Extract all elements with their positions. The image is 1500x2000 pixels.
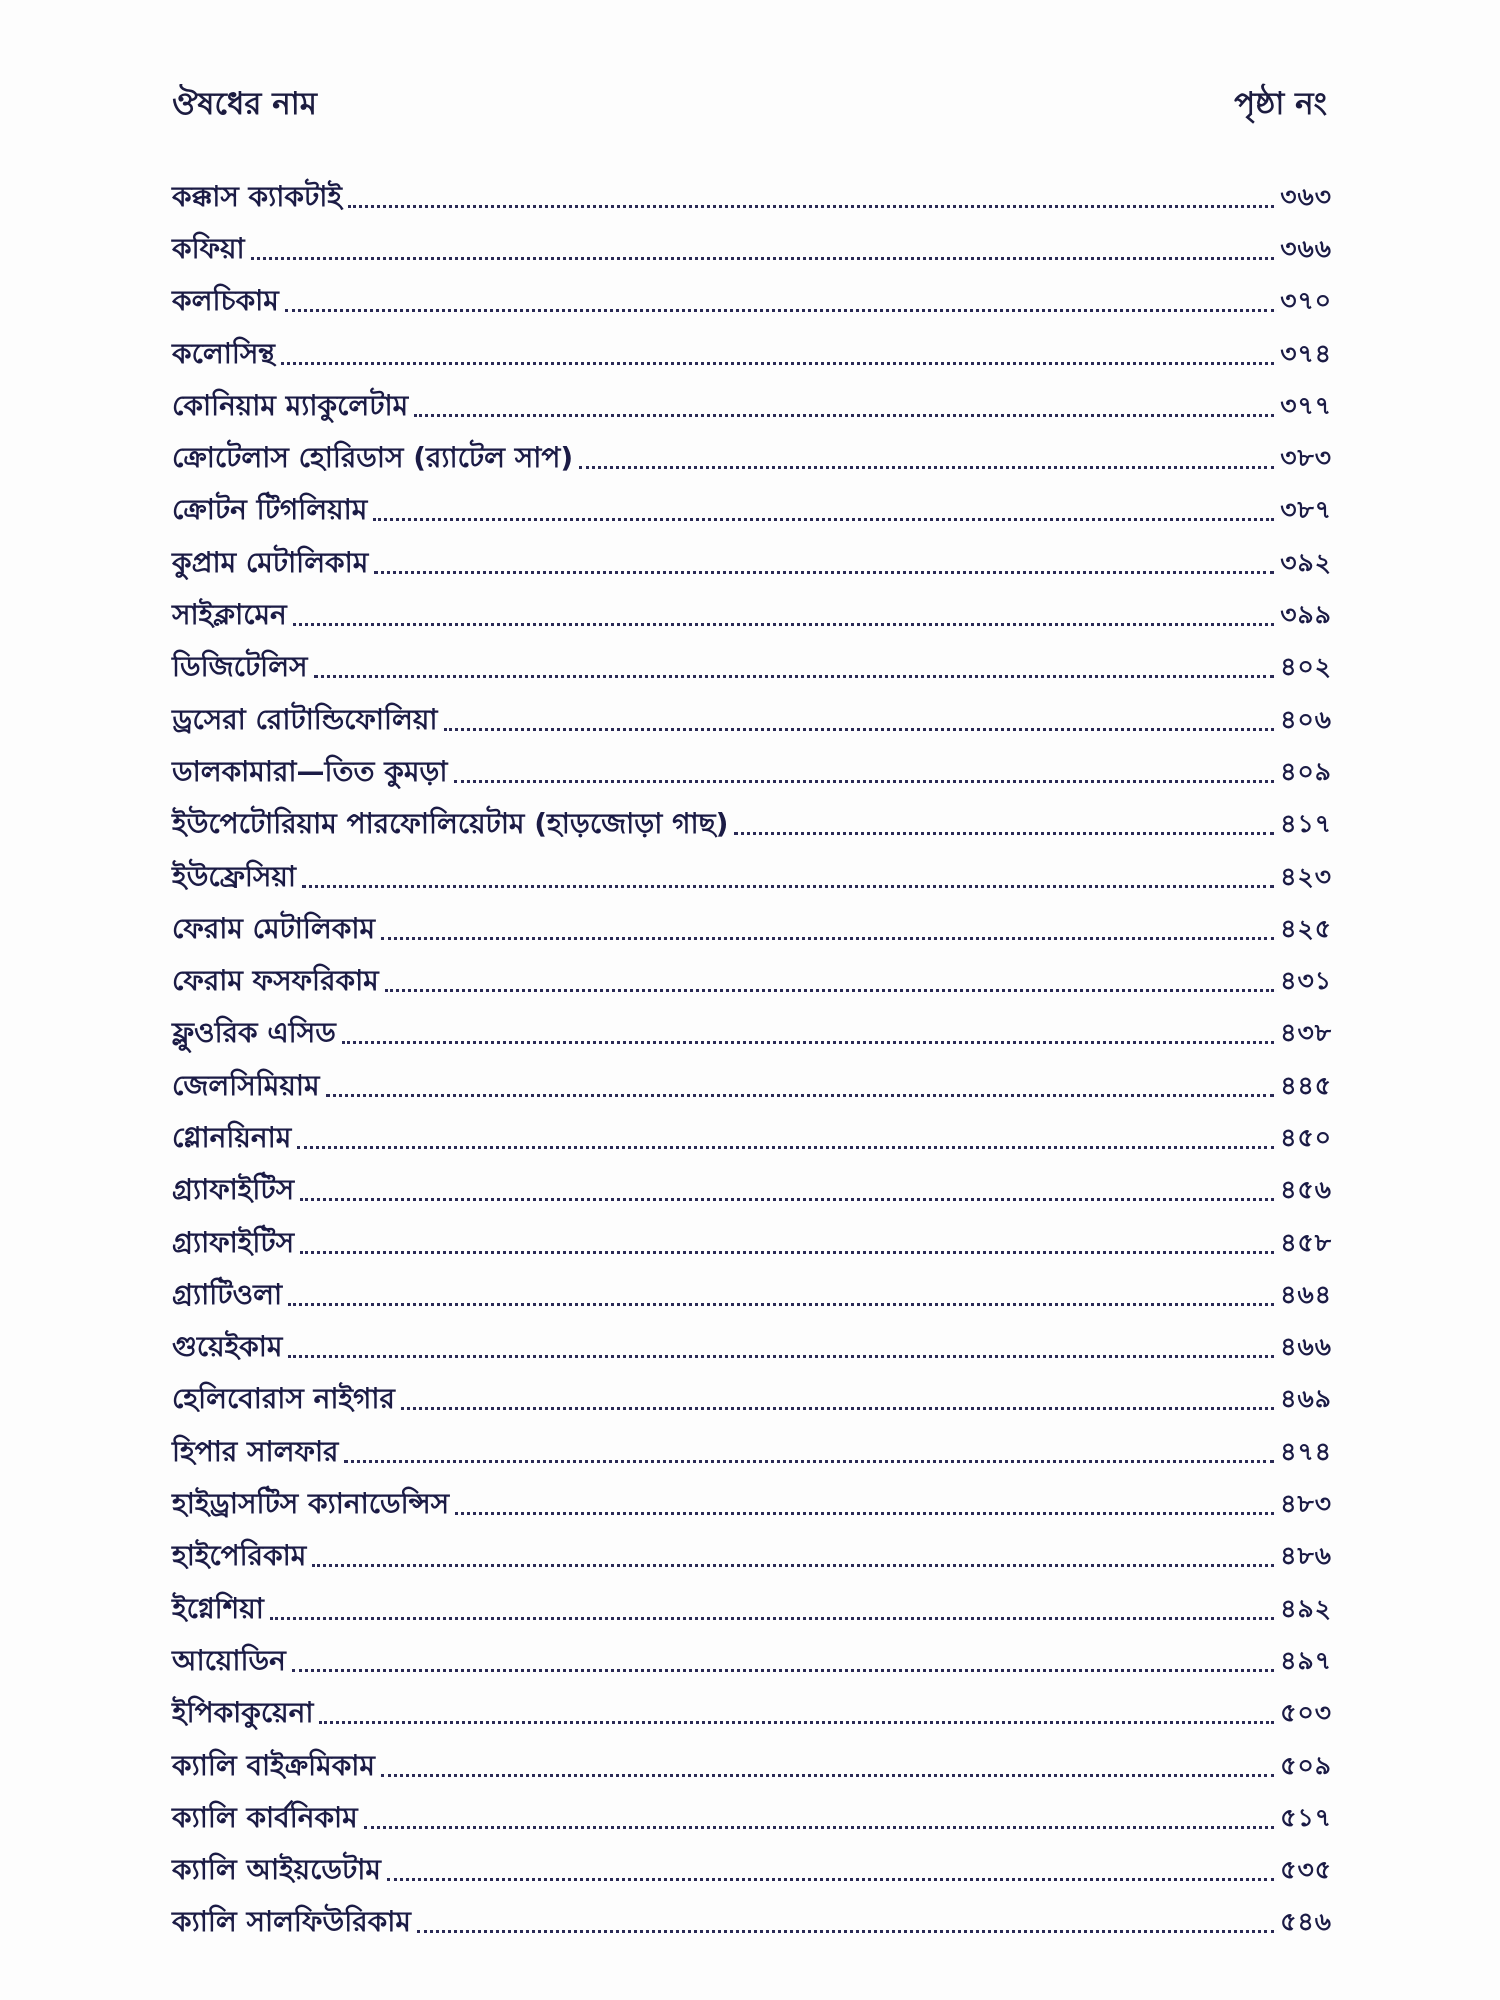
toc-entry bbox=[172, 956, 1332, 1008]
dot-leader bbox=[288, 1303, 1274, 1306]
dot-leader bbox=[300, 1251, 1274, 1254]
medicine-name: হিপার সালফার bbox=[172, 1434, 339, 1468]
toc-entry bbox=[172, 486, 1332, 538]
medicine-name: ইউপেটোরিয়াম পারফোলিয়েটাম (হাড়জোড়া গাছ) bbox=[172, 807, 729, 841]
dot-leader bbox=[312, 1564, 1274, 1567]
medicine-name: ড্রসেরা রোটান্ডিফোলিয়া bbox=[172, 702, 438, 736]
dot-leader bbox=[381, 937, 1274, 940]
dot-leader bbox=[297, 1146, 1274, 1149]
toc-entry bbox=[172, 1375, 1332, 1427]
toc-entry bbox=[172, 1636, 1332, 1688]
dot-leader bbox=[281, 362, 1274, 365]
page-number: ৩৬৬ bbox=[1280, 233, 1332, 263]
toc-entry bbox=[172, 1427, 1332, 1479]
toc-entry bbox=[172, 1584, 1332, 1636]
medicine-name: ইগ্নেশিয়া bbox=[172, 1591, 264, 1625]
page-number: ৪৬৪ bbox=[1280, 1279, 1332, 1309]
page-number: ৪৩৮ bbox=[1280, 1018, 1332, 1048]
toc-entry bbox=[172, 1113, 1332, 1165]
page-number: ৪৫৮ bbox=[1280, 1227, 1332, 1257]
toc-entry bbox=[172, 747, 1332, 799]
dot-leader bbox=[734, 832, 1274, 835]
dot-leader bbox=[285, 309, 1274, 312]
page-number: ৪১৭ bbox=[1280, 809, 1332, 839]
page-number: ৪০২ bbox=[1280, 652, 1332, 682]
page-number: ৩৭৭ bbox=[1280, 390, 1332, 420]
toc-entry bbox=[172, 1898, 1332, 1950]
medicine-name: ক্যালি কার্বনিকাম bbox=[172, 1800, 358, 1834]
page-number: ৫০৯ bbox=[1280, 1750, 1332, 1780]
page-number: ৫০৩ bbox=[1280, 1698, 1332, 1728]
medicine-name: হাইড্রাসটিস ক্যানাডেন্সিস bbox=[172, 1487, 450, 1521]
dot-leader bbox=[302, 885, 1274, 888]
dot-leader bbox=[401, 1407, 1274, 1410]
page-number: ৪৫৬ bbox=[1280, 1175, 1332, 1205]
page-number: ৪৫০ bbox=[1280, 1122, 1332, 1152]
dot-leader bbox=[319, 1721, 1274, 1724]
page-number: ৫১৭ bbox=[1280, 1802, 1332, 1832]
medicine-name: গ্র্যাফাইটিস bbox=[172, 1225, 295, 1259]
dot-leader bbox=[381, 1774, 1274, 1777]
dot-leader bbox=[455, 1512, 1274, 1515]
page-number: ৪৮৩ bbox=[1280, 1489, 1332, 1519]
medicine-name: ডিজিটেলিস bbox=[172, 650, 308, 684]
medicine-name: ফ্লুওরিক এসিড bbox=[172, 1016, 336, 1050]
medicine-name: ফেরাম মেটালিকাম bbox=[172, 911, 376, 945]
page-number: ৪৭৪ bbox=[1280, 1436, 1332, 1466]
page-number: ৫৪৬ bbox=[1280, 1907, 1332, 1937]
medicine-name: সাইক্লামেন bbox=[172, 598, 287, 632]
page-number: ৪০৯ bbox=[1280, 756, 1332, 786]
dot-leader bbox=[270, 1617, 1274, 1620]
medicine-name: গ্লোনয়িনাম bbox=[172, 1120, 292, 1154]
page-number: ৩৯৯ bbox=[1280, 600, 1332, 630]
medicine-name: ক্যালি আইয়ডেটাম bbox=[172, 1853, 381, 1887]
toc-entry bbox=[172, 1532, 1332, 1584]
toc-entry bbox=[172, 590, 1332, 642]
page-number: ৫৩৫ bbox=[1280, 1855, 1332, 1885]
medicine-name: কলোসিন্থ bbox=[172, 336, 275, 370]
dot-leader bbox=[364, 1826, 1275, 1829]
page-number: ৪৮৬ bbox=[1280, 1541, 1332, 1571]
toc-entry bbox=[172, 904, 1332, 956]
dot-leader bbox=[292, 1669, 1274, 1672]
page-number: ৩৭৪ bbox=[1280, 338, 1332, 368]
toc-entry bbox=[172, 1479, 1332, 1531]
toc-entry bbox=[172, 329, 1332, 381]
dot-leader bbox=[348, 205, 1274, 208]
medicine-name: ক্রোটন টিগলিয়াম bbox=[172, 493, 368, 527]
toc-entry bbox=[172, 800, 1332, 852]
medicine-name: গুয়েইকাম bbox=[172, 1330, 283, 1364]
toc-entry bbox=[172, 852, 1332, 904]
dot-leader bbox=[579, 466, 1274, 469]
medicine-name: ফেরাম ফসফরিকাম bbox=[172, 964, 379, 998]
dot-leader bbox=[454, 780, 1275, 783]
dot-leader bbox=[414, 414, 1274, 417]
toc-entry bbox=[172, 695, 1332, 747]
medicine-name-column-title: ঔষধের নাম bbox=[172, 86, 317, 122]
page-number: ৪৯২ bbox=[1280, 1593, 1332, 1623]
medicine-name: ইউফ্রেসিয়া bbox=[172, 859, 297, 893]
dot-leader bbox=[417, 1930, 1274, 1933]
page-number: ৩৭০ bbox=[1280, 286, 1332, 316]
toc-entry bbox=[172, 1793, 1332, 1845]
toc-entry bbox=[172, 643, 1332, 695]
medicine-name: গ্র্যাফাইটিস bbox=[172, 1173, 295, 1207]
toc-entry bbox=[172, 538, 1332, 590]
toc-entry bbox=[172, 1270, 1332, 1322]
medicine-name: ক্যালি বাইক্রমিকাম bbox=[172, 1748, 375, 1782]
medicine-name: ক্যালি সালফিউরিকাম bbox=[172, 1905, 411, 1939]
medicine-name: ডালকামারা—তিত কুমড়া bbox=[172, 754, 448, 788]
dot-leader bbox=[326, 1094, 1275, 1097]
toc-entry bbox=[172, 381, 1332, 433]
toc-entry bbox=[172, 224, 1332, 276]
dot-leader bbox=[374, 571, 1274, 574]
medicine-name: গ্র্যাটিওলা bbox=[172, 1277, 283, 1311]
table-of-contents bbox=[172, 172, 1332, 1950]
dot-leader bbox=[342, 1041, 1274, 1044]
page-number: ৩৮৭ bbox=[1280, 495, 1332, 525]
toc-entry bbox=[172, 277, 1332, 329]
page-number: ৪৬৯ bbox=[1280, 1384, 1332, 1414]
toc-entry bbox=[172, 1009, 1332, 1061]
medicine-name: কক্কাস ক্যাকটাই bbox=[172, 179, 342, 213]
page-number: ৩৮৩ bbox=[1280, 443, 1332, 473]
page-number: ৪২৫ bbox=[1280, 913, 1332, 943]
page-number: ৩৯২ bbox=[1280, 547, 1332, 577]
toc-entry bbox=[172, 1741, 1332, 1793]
toc-entry bbox=[172, 1323, 1332, 1375]
toc-entry bbox=[172, 1218, 1332, 1270]
page-number: ৪০৬ bbox=[1280, 704, 1332, 734]
medicine-name: জেলসিমিয়াম bbox=[172, 1068, 320, 1102]
toc-entry bbox=[172, 1846, 1332, 1898]
dot-leader bbox=[251, 257, 1275, 260]
dot-leader bbox=[300, 1198, 1274, 1201]
dot-leader bbox=[288, 1355, 1274, 1358]
page-number: ৪৩১ bbox=[1280, 966, 1332, 996]
medicine-name: কুপ্রাম মেটালিকাম bbox=[172, 545, 369, 579]
medicine-name: কলচিকাম bbox=[172, 284, 279, 318]
page-number: ৪৪৫ bbox=[1280, 1070, 1332, 1100]
toc-entry bbox=[172, 172, 1332, 224]
page-number-column-title: পৃষ্ঠা নং bbox=[1234, 86, 1327, 122]
toc-entry bbox=[172, 1166, 1332, 1218]
medicine-name: কফিয়া bbox=[172, 231, 245, 265]
toc-entry bbox=[172, 433, 1332, 485]
medicine-name: ক্রোটেলাস হোরিডাস (র‍্যাটেল সাপ) bbox=[172, 441, 574, 475]
dot-leader bbox=[444, 728, 1275, 731]
dot-leader bbox=[373, 518, 1274, 521]
toc-entry bbox=[172, 1689, 1332, 1741]
medicine-name: কোনিয়াম ম্যাকুলেটাম bbox=[172, 388, 409, 422]
medicine-name: আয়োডিন bbox=[172, 1643, 286, 1677]
dot-leader bbox=[387, 1878, 1274, 1881]
dot-leader bbox=[314, 675, 1275, 678]
page-number: ৪৬৬ bbox=[1280, 1332, 1332, 1362]
toc-header bbox=[172, 78, 1327, 134]
page-number: ৩৬৩ bbox=[1280, 181, 1332, 211]
dot-leader bbox=[385, 989, 1275, 992]
medicine-name: ইপিকাকুয়েনা bbox=[172, 1696, 314, 1730]
medicine-name: হাইপেরিকাম bbox=[172, 1539, 307, 1573]
page-number: ৪৯৭ bbox=[1280, 1645, 1332, 1675]
toc-entry bbox=[172, 1061, 1332, 1113]
page-number: ৪২৩ bbox=[1280, 861, 1332, 891]
medicine-name: হেলিবোরাস নাইগার bbox=[172, 1382, 395, 1416]
dot-leader bbox=[293, 623, 1275, 626]
dot-leader bbox=[344, 1460, 1274, 1463]
